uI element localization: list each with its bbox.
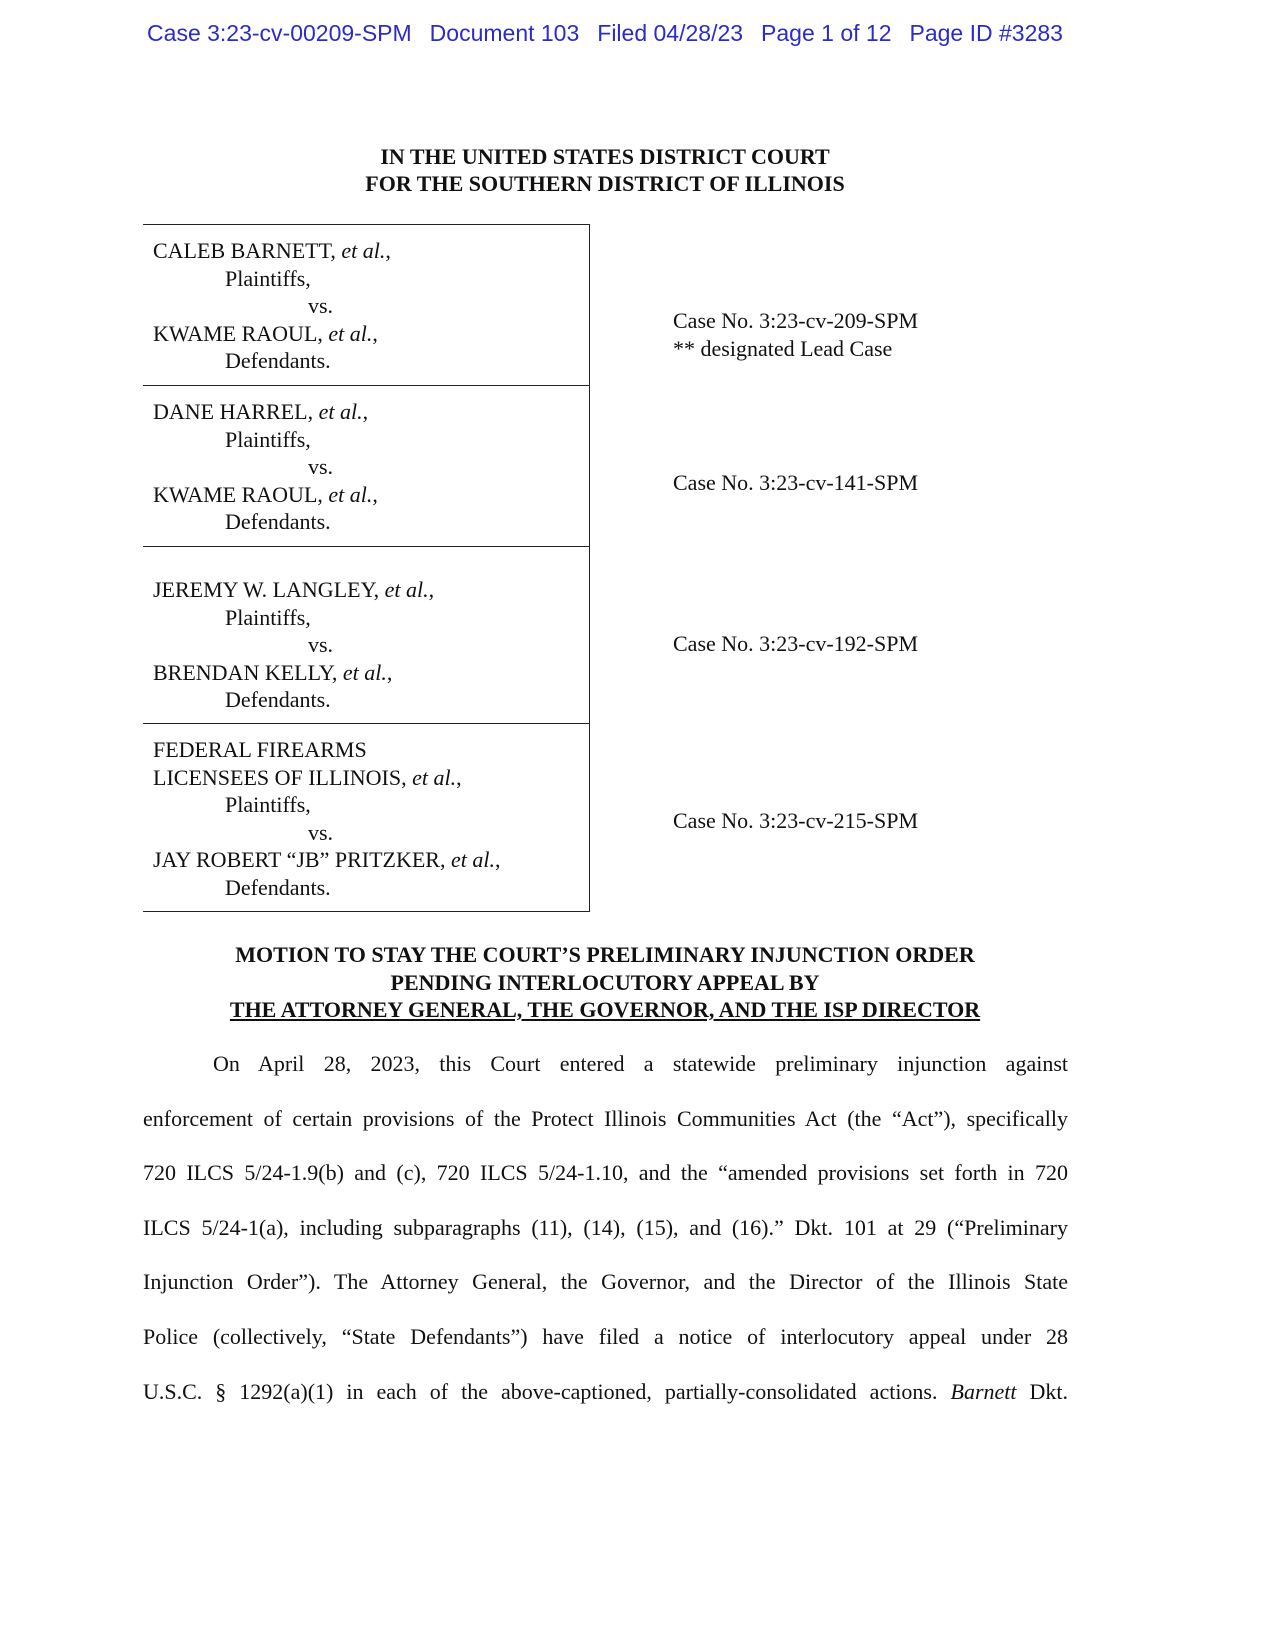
body-line: Police (collectively, “State Defendants”) have filed a notice of interlocutory appeal under 28 — [143, 1323, 1068, 1349]
header-filed: Filed 04/28/23 — [597, 20, 744, 46]
defendants-label: Defendants. — [225, 874, 331, 900]
plaintiff: DANE HARREL, — [153, 399, 319, 424]
case-name-italic: Barnett — [950, 1378, 1017, 1404]
vs: vs. — [308, 819, 334, 845]
court-line-1: IN THE UNITED STATES DISTRICT COURT — [380, 144, 830, 169]
vs: vs. — [308, 293, 334, 318]
body-text: Dkt. — [1016, 1378, 1068, 1404]
ecf-header — [0, 20, 1210, 47]
et-al: et al. — [412, 764, 457, 790]
plaintiffs-label: Plaintiffs, — [225, 792, 311, 817]
et-al: et al. — [384, 577, 429, 602]
body-line: enforcement of certain provisions of the Protect Illinois Communities Act (the “Act”), specifically — [143, 1105, 1068, 1131]
lead-case-note: ** designated Lead Case — [673, 335, 893, 361]
title-line-1: MOTION TO STAY THE COURT’S PRELIMINARY INJUNCTION ORDER — [235, 942, 975, 967]
et-al: et al. — [342, 659, 387, 685]
plaintiff-line-1: FEDERAL FIREARMS — [153, 737, 367, 762]
plaintiff: CALEB BARNETT, — [153, 238, 342, 263]
caption-langley: JEREMY W. LANGLEY, et al., Plaintiffs, vs. BRENDAN KELLY, et al., Defendants. — [143, 547, 590, 724]
defendant: KWAME RAOUL, — [153, 320, 329, 346]
caption-harrel: DANE HARREL, et al., Plaintiffs, vs. KWAME RAOUL, et al., Defendants. — [143, 386, 590, 547]
defendants-label: Defendants. — [225, 348, 331, 373]
case-no: Case No. 3:23-cv-209-SPM — [673, 308, 919, 333]
body-paragraph — [143, 1048, 1068, 1430]
header-document: Document 103 — [429, 20, 580, 46]
body-line: 720 ILCS 5/24-1.9(b) and (c), 720 ILCS 5/24-1.10, and the “amended provisions set forth in 720 — [143, 1160, 1068, 1186]
body-line — [143, 1376, 1068, 1431]
vs: vs. — [308, 454, 334, 479]
title-line-3: THE ATTORNEY GENERAL, THE GOVERNOR, AND THE ISP DIRECTOR — [229, 997, 981, 1022]
et-al: et al. — [450, 847, 495, 872]
court-heading — [0, 143, 1210, 197]
header-page: Page 1 of 12 — [761, 20, 892, 46]
plaintiffs-label: Plaintiffs, — [225, 426, 311, 452]
defendant: KWAME RAOUL, — [153, 481, 329, 507]
et-al: et al. — [318, 399, 363, 424]
plaintiffs-label: Plaintiffs, — [225, 265, 311, 291]
body-text: U.S.C. § 1292(a)(1) in each of the above-captioned, partially-consolidated actions. — [143, 1378, 951, 1404]
caption-barnett: CALEB BARNETT, et al., Plaintiffs, vs. KWAME RAOUL, et al., Defendants. — [143, 224, 590, 386]
body-line: On April 28, 2023, this Court entered a statewide preliminary injunction against — [213, 1051, 1068, 1076]
caption-ffl: FEDERAL FIREARMS LICENSEES OF ILLINOIS, et al., Plaintiffs, vs. JAY ROBERT “JB” PRITZKER, et al., Defendants. — [143, 724, 590, 912]
case-number-barnett — [673, 307, 918, 362]
plaintiff: JEREMY W. LANGLEY, — [153, 577, 385, 602]
plaintiffs-label: Plaintiffs, — [225, 604, 311, 630]
defendants-label: Defendants. — [225, 687, 331, 712]
plaintiff: LICENSEES OF ILLINOIS, — [153, 764, 413, 790]
case-number-ffl: Case No. 3:23-cv-215-SPM — [673, 808, 919, 833]
defendants-label: Defendants. — [225, 509, 331, 534]
et-al: et al. — [341, 238, 386, 263]
et-al: et al. — [328, 481, 373, 507]
case-number-harrel: Case No. 3:23-cv-141-SPM — [673, 470, 919, 495]
title-line-2: PENDING INTERLOCUTORY APPEAL BY — [390, 969, 820, 995]
defendant: JAY ROBERT “JB” PRITZKER, — [153, 847, 451, 872]
case-number-langley: Case No. 3:23-cv-192-SPM — [673, 631, 919, 656]
defendant: BRENDAN KELLY, — [153, 659, 343, 685]
header-case: Case 3:23-cv-00209-SPM — [147, 20, 412, 46]
vs: vs. — [308, 632, 334, 657]
body-line: Injunction Order”). The Attorney General, the Governor, and the Director of the Illinois State — [143, 1269, 1068, 1295]
et-al: et al. — [328, 320, 373, 346]
header-page-id: Page ID #3283 — [909, 20, 1063, 46]
body-line: ILCS 5/24-1(a), including subparagraphs (11), (14), (15), and (16).” Dkt. 101 at 29 (“Preliminary — [143, 1214, 1068, 1240]
court-line-2: FOR THE SOUTHERN DISTRICT OF ILLINOIS — [365, 171, 845, 196]
motion-title — [0, 941, 1210, 1024]
